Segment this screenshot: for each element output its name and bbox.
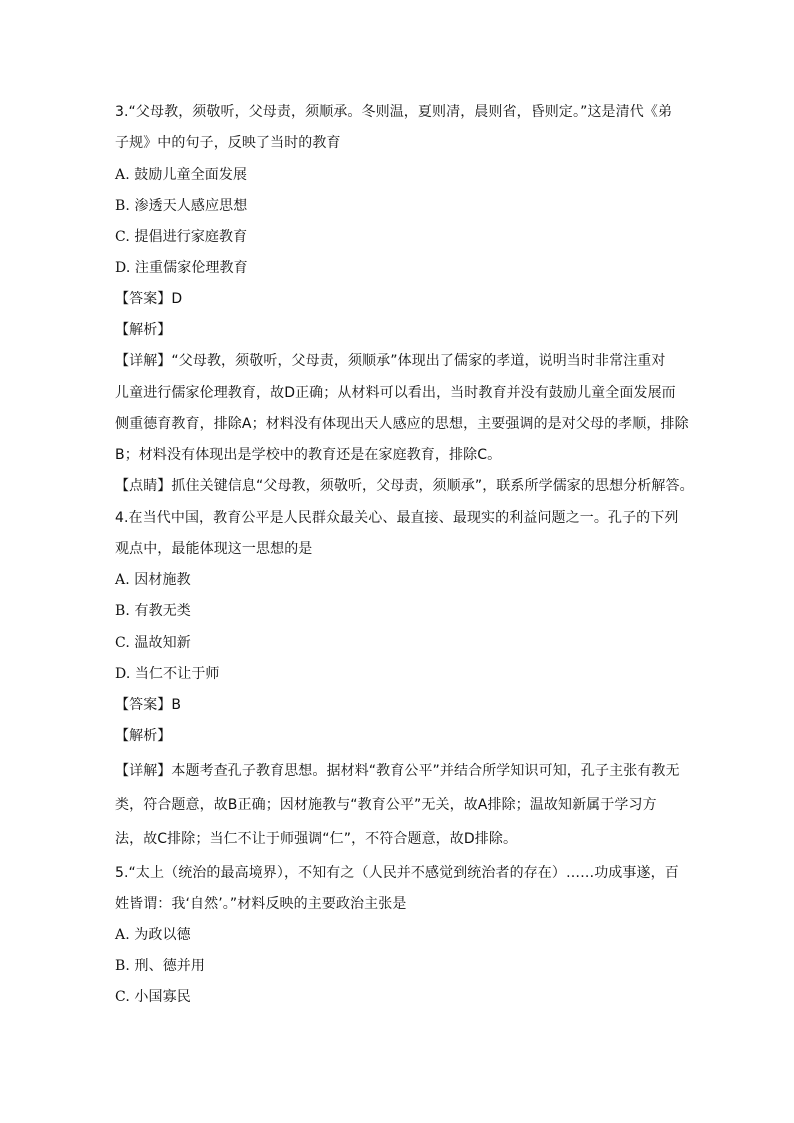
question-4-analysis-title: 【解析】	[115, 728, 172, 744]
question-5-option-c: C. 小国寡民	[115, 989, 191, 1005]
question-4-option-a: A. 因材施教	[115, 572, 191, 588]
question-4-stem-line-2: 观点中，最能体现这一思想的是	[115, 541, 313, 557]
question-3-option-d: D. 注重儒家伦理教育	[115, 260, 248, 276]
question-3-stem-line-1: 3.“父母教，须敬听，父母责，须顺承。冬则温，夏则凊，晨则省，昏则定。”这是清代《弟	[115, 104, 673, 120]
question-3-detail-line-1: 【详解】“父母教，须敬听，父母责，须顺承”体现出了儒家的孝道，说明当时非常注重对	[115, 353, 666, 369]
question-3-stem-line-2: 子规》中的句子，反映了当时的教育	[115, 135, 341, 151]
question-3-detail-line-4: B；材料没有体现出是学校中的教育还是在家庭教育，排除C。	[115, 447, 502, 463]
question-3-option-b: B. 渗透天人感应思想	[115, 198, 248, 214]
question-5-option-b: B. 刑、德并用	[115, 958, 205, 974]
question-4-stem-line-1: 4.在当代中国，教育公平是人民群众最关心、最直接、最现实的利益问题之一。孔子的下列	[115, 510, 679, 526]
question-3-answer: 【答案】D	[115, 291, 183, 307]
question-5-option-a: A. 为政以德	[115, 927, 191, 943]
question-3-detail-line-3: 侧重德育教育，排除A；材料没有体现出天人感应的思想，主要强调的是对父母的孝顺，排除	[115, 416, 689, 432]
question-4-answer: 【答案】B	[115, 697, 182, 713]
question-4-detail-line-1: 【详解】本题考查孔子教育思想。据材料“教育公平”并结合所学知识可知，孔子主张有教无	[115, 763, 680, 779]
question-3-detail-line-2: 儿童进行儒家伦理教育，故D正确；从材料可以看出，当时教育并没有鼓励儿童全面发展而	[115, 385, 676, 401]
question-3-option-c: C. 提倡进行家庭教育	[115, 229, 248, 245]
question-3-analysis-title: 【解析】	[115, 322, 172, 338]
question-5-stem-line-2: 姓皆谓：我‘自然’。”材料反映的主要政治主张是	[115, 896, 407, 912]
question-4-detail-line-2: 类，符合题意，故B正确；因材施教与“教育公平”无关，故A排除；温故知新属于学习方	[115, 797, 657, 813]
question-4-detail-line-3: 法，故C排除；当仁不让于师强调“仁”，不符合题意，故D排除。	[115, 831, 518, 847]
question-4-option-b: B. 有教无类	[115, 603, 191, 619]
question-5-stem-line-1: 5.“太上（统治的最高境界），不知有之（人民并不感觉到统治者的存在）……功成事遂，百	[115, 865, 679, 881]
question-4-option-d: D. 当仁不让于师	[115, 666, 220, 682]
question-3-tip: 【点睛】抓住关键信息“父母教，须敬听，父母责，须顺承”，联系所学儒家的思想分析解答。	[115, 478, 694, 494]
question-3-option-a: A. 鼓励儿童全面发展	[115, 167, 248, 183]
question-4-option-c: C. 温故知新	[115, 635, 191, 651]
